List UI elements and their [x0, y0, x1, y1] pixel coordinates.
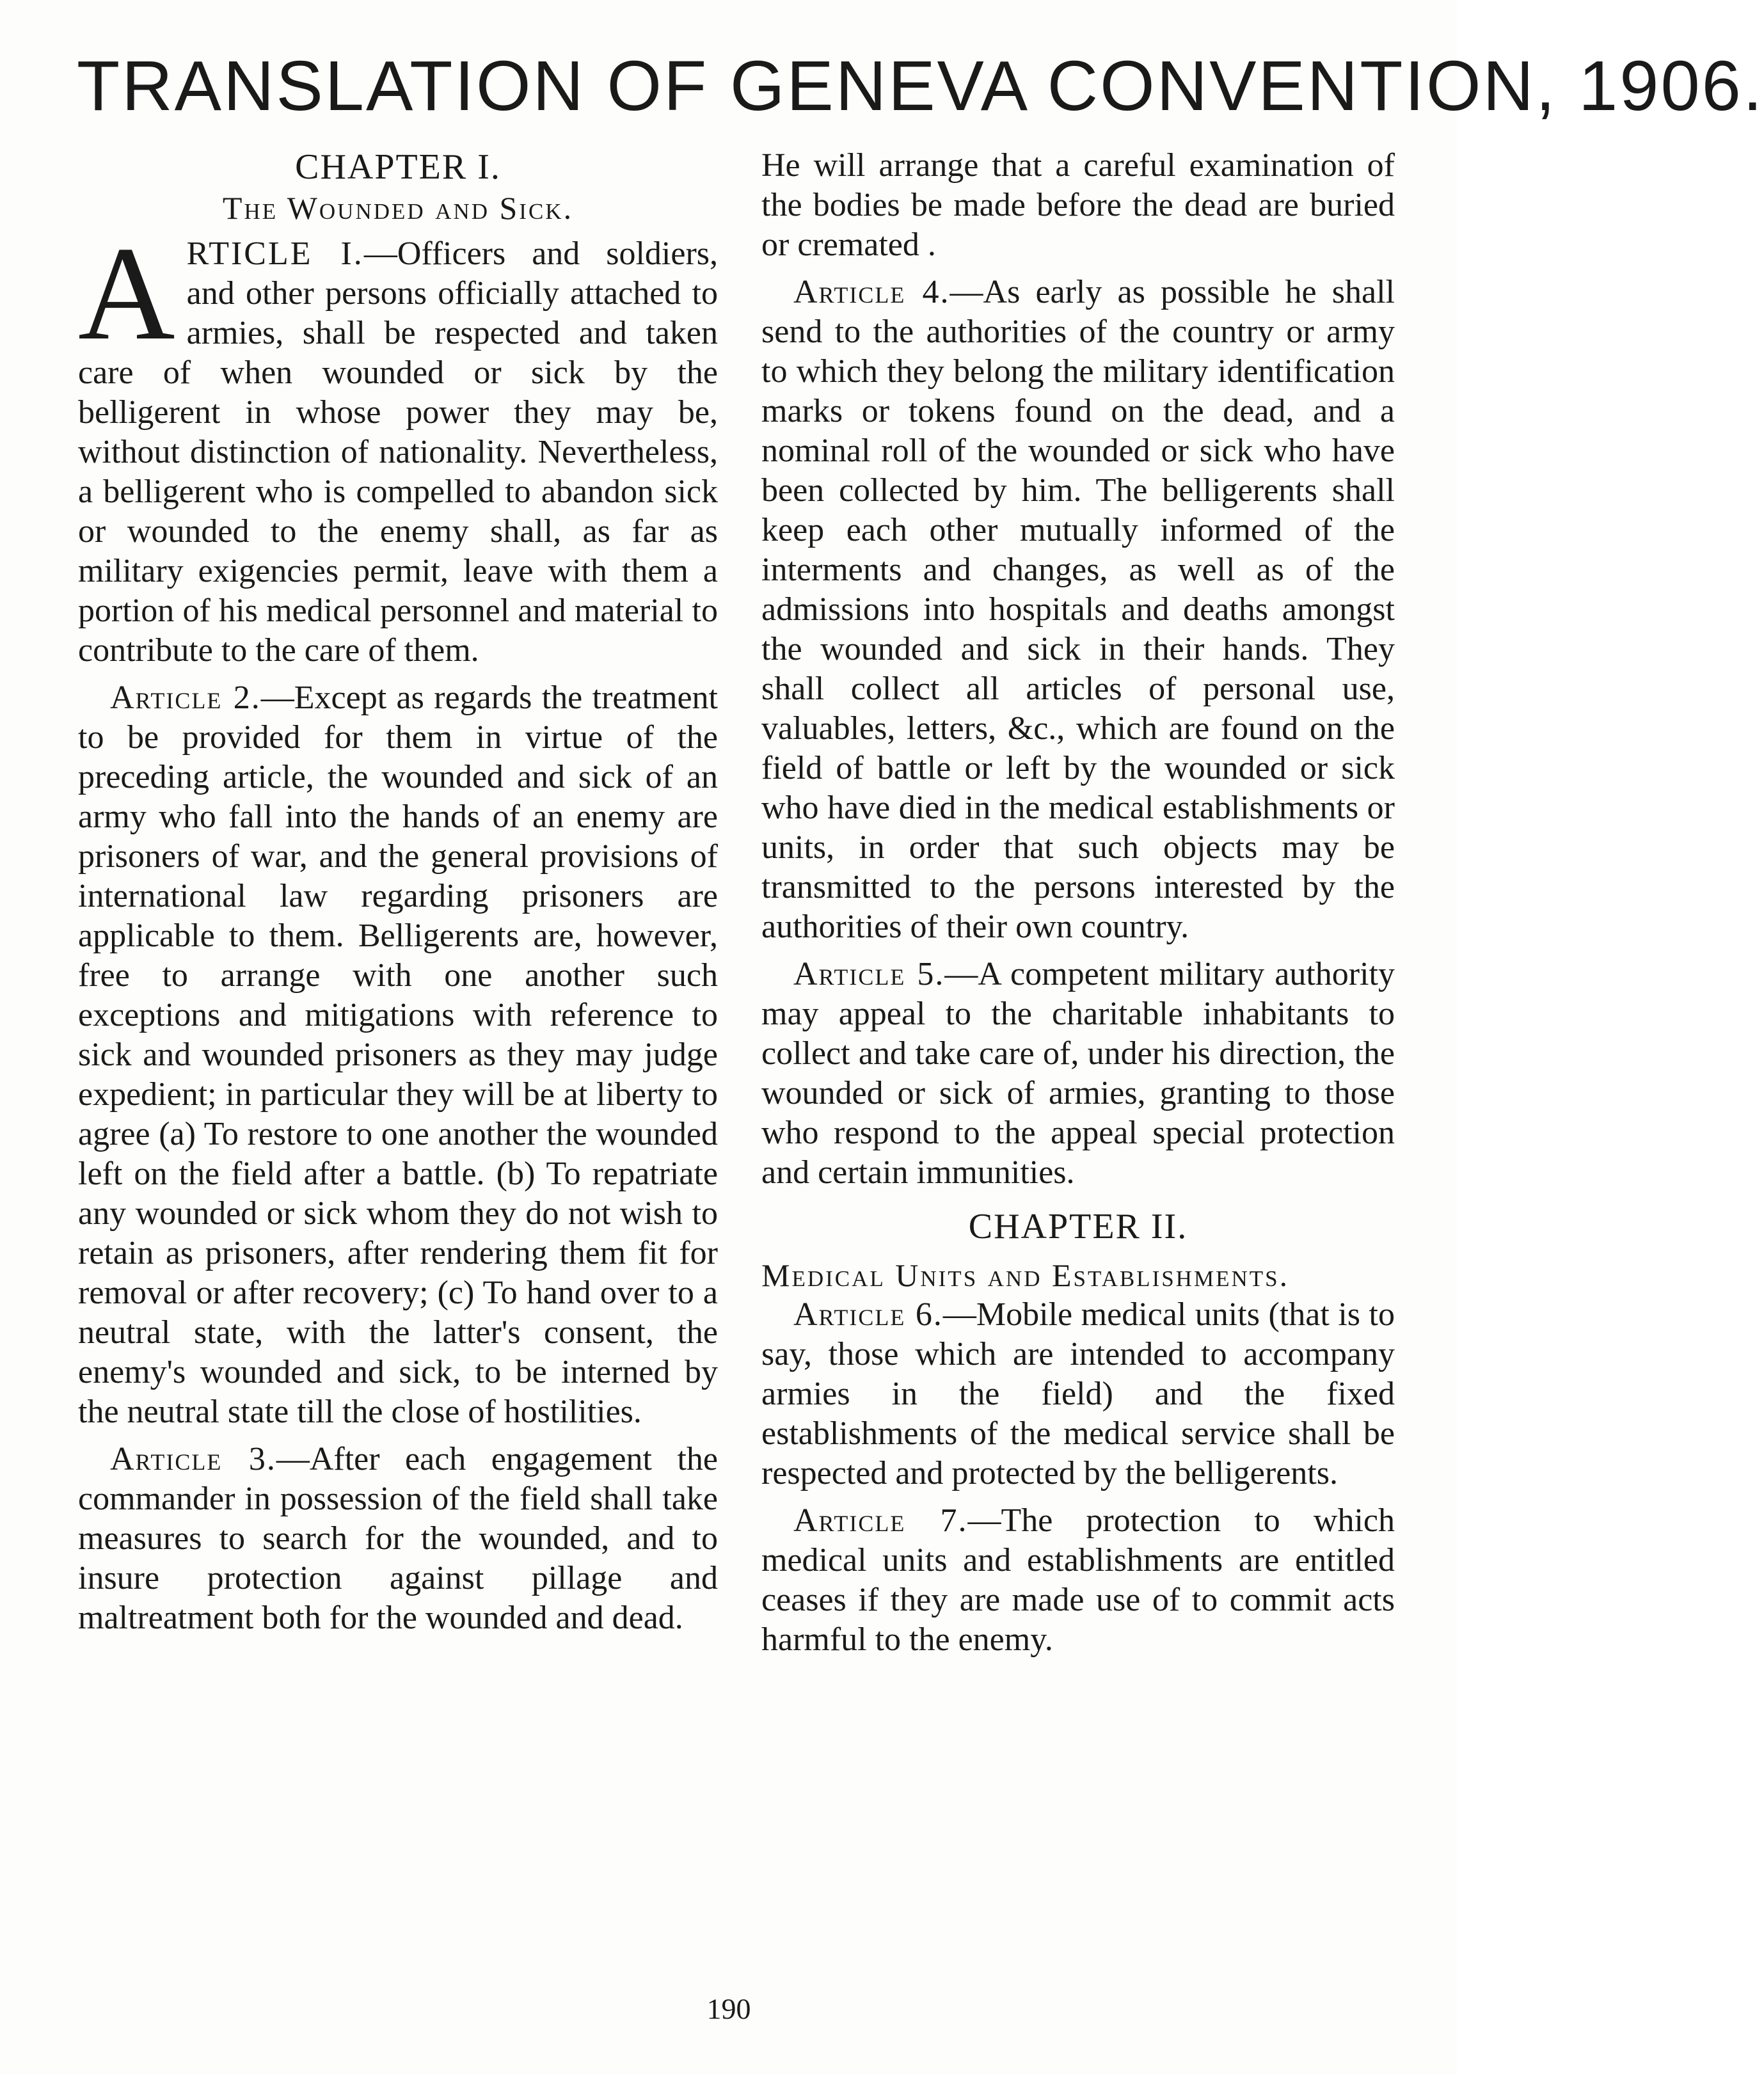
chapter-1-heading: CHAPTER I.: [295, 147, 501, 187]
article-1-text: —Officers and soldiers, and other persons officially attached to armies, shall be respected and taken care of when wounded or sick by the belligerent in whose power they may be, without distinction of nationality. Nevertheless, a belligerent who is compelled to abandon sick or wounded to the enemy shall, as far as military exigencies permit, leave with them a portion of his medical personnel and material to contribute to the care of them.: [78, 235, 719, 669]
page-number: 190: [706, 1992, 751, 2025]
article-2-label: Article 2.: [110, 680, 261, 716]
chapter-1-subheading: The Wounded and Sick.: [222, 190, 574, 226]
article-5: [761, 955, 1395, 1193]
article-1: [78, 219, 719, 671]
right-column: [761, 146, 1395, 1667]
chapter-2-heading: CHAPTER II.: [968, 1207, 1188, 1246]
article-7-text: —The protection to which medical units and establishments are entitled ceases if they are made use of to commit acts harmful to the enemy.: [761, 1502, 1395, 1658]
article-3: [78, 1440, 718, 1638]
article-3-text: —After each engagement the commander in possession of the field shall take measures to search for the wounded, and to insure protection against pillage and maltreatment both for the wounded and dead.: [78, 1441, 718, 1636]
article-6-label: Article 6.: [793, 1296, 943, 1333]
article-6-text: —Mobile medical units (that is to say, those which are intended to accompany armies in the field) and the fixed establishments of the medical service shall be respected and protected by the belligerents.: [761, 1296, 1395, 1491]
article-2: [78, 678, 718, 1432]
chapter-2-subheading: Medical Units and Establishments.: [761, 1257, 1290, 1293]
article-4-text: —As early as possible he shall send to the authorities of the country or army to which they belong the military identification marks or tokens found on the dead, and a nominal roll of the wounded or sick who have been collected by him. The belligerents shall keep each other mutually informed of the interments and changes, as well as of the admissions into hospitals and deaths amongst the wounded and sick in their hands. They shall collect all articles of personal use, valuables, letters, &c., which are found on the field of battle or left by the wounded or sick who have died in the medical establishments or units, in order that such objects may be transmitted to the persons interested by the authorities of their own country.: [761, 274, 1395, 945]
article-3-label: Article 3.: [110, 1441, 276, 1477]
article-2-text: —Except as regards the treatment to be provided for them in virtue of the preceding article, the wounded and sick of an army who fall into the hands of an enemy are prisoners of war, and the general provisions of international law regarding prisoners are applicable to them. Belligerents are, however, free to arrange with one another such exceptions and mitigations with reference to sick and wounded prisoners as they may judge expedient; in particular they will be at liberty to agree (a) To restore to one another the wounded left on the field after a battle. (b) To repatriate any wounded or sick whom they do not wish to retain as prisoners, after rendering them fit for removal or after recovery; (c) To hand over to a neutral state, with the latter's consent, the enemy's wounded and sick, to be interned by the neutral state till the close of hostilities.: [78, 680, 718, 1430]
article-1-dropcap: A: [78, 219, 175, 368]
article-4: [761, 273, 1395, 947]
article-5-label: Article 5.: [793, 956, 945, 992]
article-7: [761, 1501, 1395, 1660]
article-1-label: RTICLE I.: [186, 235, 364, 272]
page-title: TRANSLATION OF GENEVA CONVENTION, 1906.: [77, 47, 1764, 125]
article-4-label: Article 4.: [793, 274, 950, 310]
left-column: [78, 146, 718, 1646]
article-5-text: —A competent military authority may appeal to the charitable inhabitants to collect and take care of, under his direction, the wounded or sick of armies, granting to those who respond to the appeal special protection and certain immunities.: [761, 956, 1395, 1191]
article-7-label: Article 7.: [793, 1502, 968, 1539]
article-6: [761, 1295, 1395, 1493]
article-3-continuation: He will arrange that a careful examination of the bodies be made before the dead are buried or cremated .: [761, 147, 1395, 263]
